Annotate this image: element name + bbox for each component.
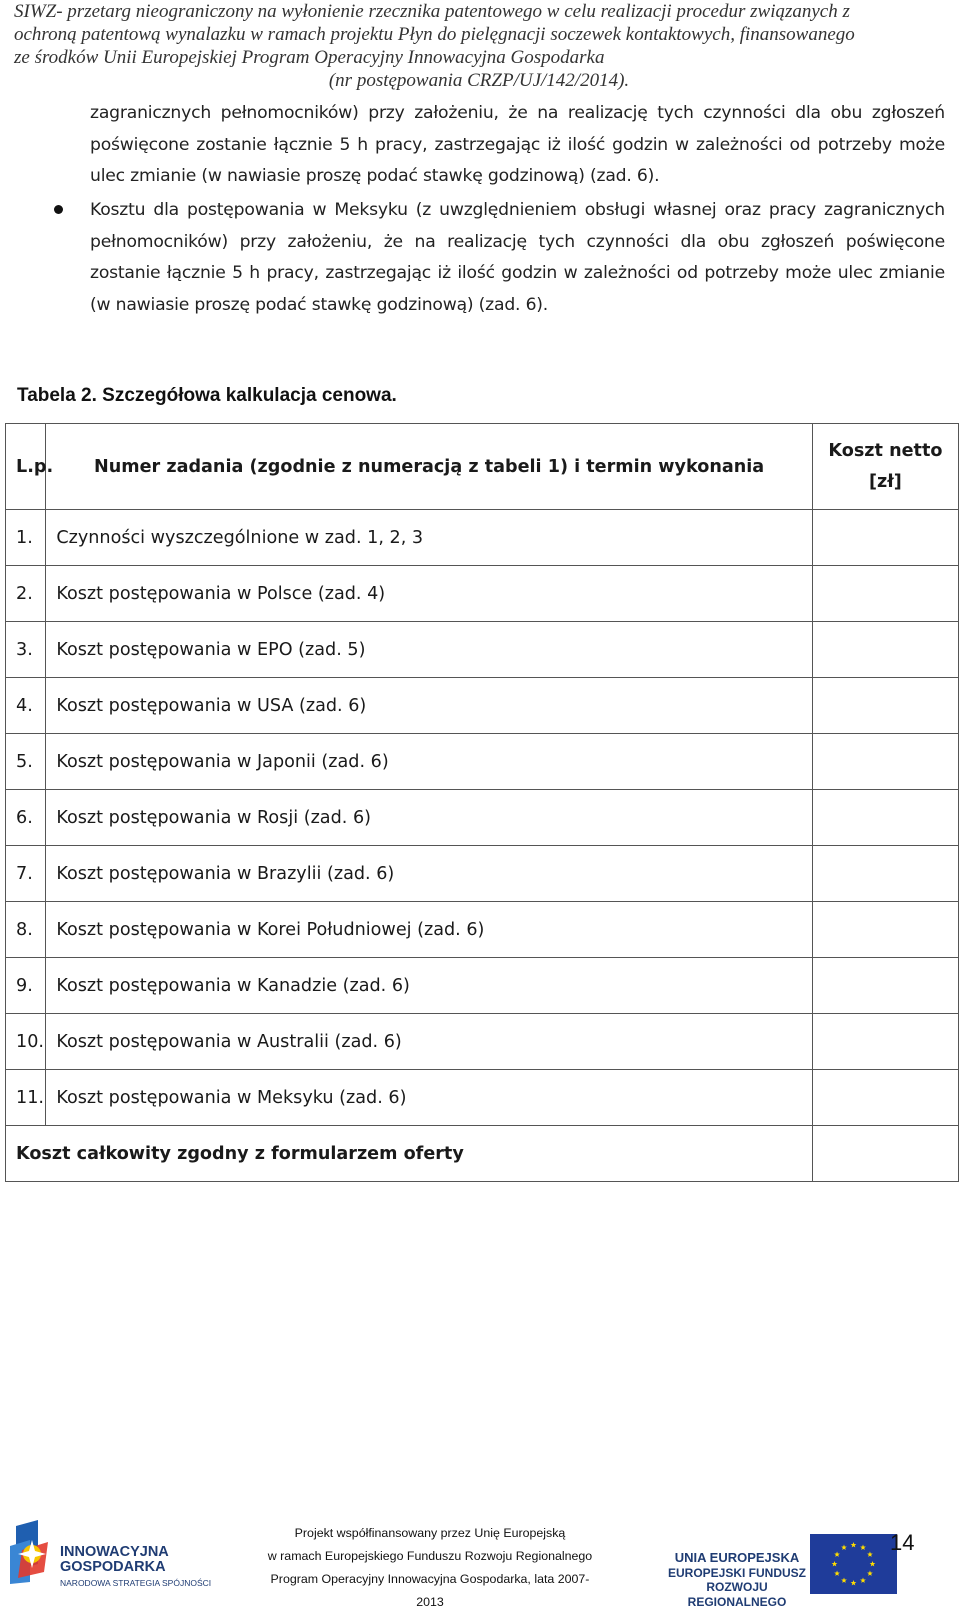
table-row bbox=[6, 734, 959, 790]
row-cost-cell[interactable] bbox=[812, 566, 958, 622]
total-cost-cell[interactable] bbox=[812, 1126, 958, 1182]
row-cost-cell[interactable] bbox=[812, 678, 958, 734]
table-row bbox=[6, 958, 959, 1014]
eu-label-line2: EUROPEJSKI FUNDUSZ bbox=[667, 1565, 807, 1580]
table-row bbox=[6, 622, 959, 678]
table-row bbox=[6, 1070, 959, 1126]
cofinancing-line2: w ramach Europejskiego Funduszu Rozwoju Regionalnego bbox=[267, 1549, 593, 1563]
eu-label bbox=[664, 1551, 810, 1609]
row-description: Koszt postępowania w Meksyku (zad. 6) bbox=[46, 1070, 813, 1126]
table-header-row bbox=[6, 424, 959, 510]
row-description: Czynności wyszczególnione w zad. 1, 2, 3 bbox=[46, 510, 813, 566]
row-cost-cell[interactable] bbox=[812, 734, 958, 790]
row-lp: 2. bbox=[6, 566, 46, 622]
row-description: Koszt postępowania w Korei Południowej (zad. 6) bbox=[46, 902, 813, 958]
table-row bbox=[6, 510, 959, 566]
bullet-icon bbox=[54, 205, 63, 214]
row-lp: 11. bbox=[6, 1070, 46, 1126]
row-cost-cell[interactable] bbox=[812, 1014, 958, 1070]
paragraph-mexico: Kosztu dla postępowania w Meksyku (z uwzględnieniem obsługi własnej oraz pracy zagranicznych pełnomocników) przy założeniu, że na realizację tych czynności dla obu zgłoszeń poświęcone zostanie łącznie 5 h pracy, zastrzegając iż ilość godzin w zależności od potrzeby może ulec zmianie (w nawiasie proszę podać stawkę godzinową) (zad. 6). bbox=[90, 200, 945, 315]
ig-emblem-icon bbox=[8, 1520, 52, 1584]
table-row bbox=[6, 1014, 959, 1070]
row-lp: 8. bbox=[6, 902, 46, 958]
row-lp: 6. bbox=[6, 790, 46, 846]
row-cost-cell[interactable] bbox=[812, 902, 958, 958]
row-lp: 9. bbox=[6, 958, 46, 1014]
document-header bbox=[14, 0, 944, 92]
row-description: Koszt postępowania w Kanadzie (zad. 6) bbox=[46, 958, 813, 1014]
row-lp: 1. bbox=[6, 510, 46, 566]
innowacyjna-gospodarka-logo bbox=[8, 1520, 212, 1590]
header-net-cost-line2: [zł] bbox=[869, 471, 902, 492]
header-line-4: (nr postępowania CRZP/UJ/142/2014). bbox=[328, 70, 630, 91]
page-footer bbox=[0, 1510, 960, 1610]
row-lp: 3. bbox=[6, 622, 46, 678]
row-description: Koszt postępowania w Polsce (zad. 4) bbox=[46, 566, 813, 622]
header-net-cost-line1: Koszt netto bbox=[828, 440, 943, 461]
row-cost-cell[interactable] bbox=[812, 958, 958, 1014]
row-lp: 10. bbox=[6, 1014, 46, 1070]
row-lp: 4. bbox=[6, 678, 46, 734]
ig-logo-line1: INNOWACYJNA bbox=[60, 1544, 169, 1560]
row-description: Koszt postępowania w USA (zad. 6) bbox=[46, 678, 813, 734]
row-lp: 7. bbox=[6, 846, 46, 902]
ig-logo-subtitle: NARODOWA STRATEGIA SPÓJNOŚCI bbox=[60, 1578, 212, 1588]
ig-logo-text bbox=[60, 1545, 169, 1575]
row-cost-cell[interactable] bbox=[812, 622, 958, 678]
eu-flag-icon bbox=[810, 1534, 897, 1594]
row-description: Koszt postępowania w Japonii (zad. 6) bbox=[46, 734, 813, 790]
row-description: Koszt postępowania w Australii (zad. 6) bbox=[46, 1014, 813, 1070]
table-row bbox=[6, 790, 959, 846]
cofinancing-line1: Projekt współfinansowany przez Unię Europejską bbox=[294, 1526, 566, 1540]
row-description: Koszt postępowania w Brazylii (zad. 6) bbox=[46, 846, 813, 902]
row-cost-cell[interactable] bbox=[812, 790, 958, 846]
price-calculation-table bbox=[5, 423, 959, 1182]
eu-label-line3: ROZWOJU REGIONALNEGO bbox=[687, 1580, 787, 1609]
header-lp: L.p. bbox=[6, 424, 46, 510]
cofinancing-note bbox=[260, 1522, 600, 1614]
row-description: Koszt postępowania w EPO (zad. 5) bbox=[46, 622, 813, 678]
total-label: Koszt całkowity zgodny z formularzem oferty bbox=[6, 1126, 813, 1182]
ig-logo-line2: GOSPODARKA bbox=[60, 1559, 166, 1575]
row-description: Koszt postępowania w Rosji (zad. 6) bbox=[46, 790, 813, 846]
eu-label-line1: UNIA EUROPEJSKA bbox=[674, 1550, 800, 1565]
table-row bbox=[6, 902, 959, 958]
row-cost-cell[interactable] bbox=[812, 1070, 958, 1126]
row-lp: 5. bbox=[6, 734, 46, 790]
paragraph-continued: zagranicznych pełnomocników) przy założeniu, że na realizację tych czynności dla obu zgłoszeń poświęcone zostanie łącznie 5 h pracy, zastrzegając iż ilość godzin w zależności od potrzeby może ulec zmianie (w nawiasie proszę podać stawkę godzinową) (zad. 6). bbox=[90, 103, 945, 187]
table-row bbox=[6, 566, 959, 622]
table-row bbox=[6, 846, 959, 902]
header-line-3: ze środków Unii Europejskiej Program Operacyjny Innowacyjna Gospodarka bbox=[14, 47, 605, 68]
table-total-row bbox=[6, 1126, 959, 1182]
page-number: 14 bbox=[890, 1530, 915, 1555]
table-row bbox=[6, 678, 959, 734]
header-line-1: SIWZ- przetarg nieograniczony na wyłonienie rzecznika patentowego w celu realizacji procedur związanych z bbox=[14, 1, 850, 22]
table-caption: Tabela 2. Szczegółowa kalkulacja cenowa. bbox=[17, 385, 397, 406]
header-description: Numer zadania (zgodnie z numeracją z tabeli 1) i termin wykonania bbox=[46, 424, 813, 510]
header-line-2: ochroną patentową wynalazku w ramach projektu Płyn do pielęgnacji soczewek kontaktowych, finansowanego bbox=[14, 24, 855, 45]
header-net-cost bbox=[812, 424, 958, 510]
cofinancing-line3: Program Operacyjny Innowacyjna Gospodarka, lata 2007-2013 bbox=[270, 1572, 590, 1609]
row-cost-cell[interactable] bbox=[812, 510, 958, 566]
row-cost-cell[interactable] bbox=[812, 846, 958, 902]
